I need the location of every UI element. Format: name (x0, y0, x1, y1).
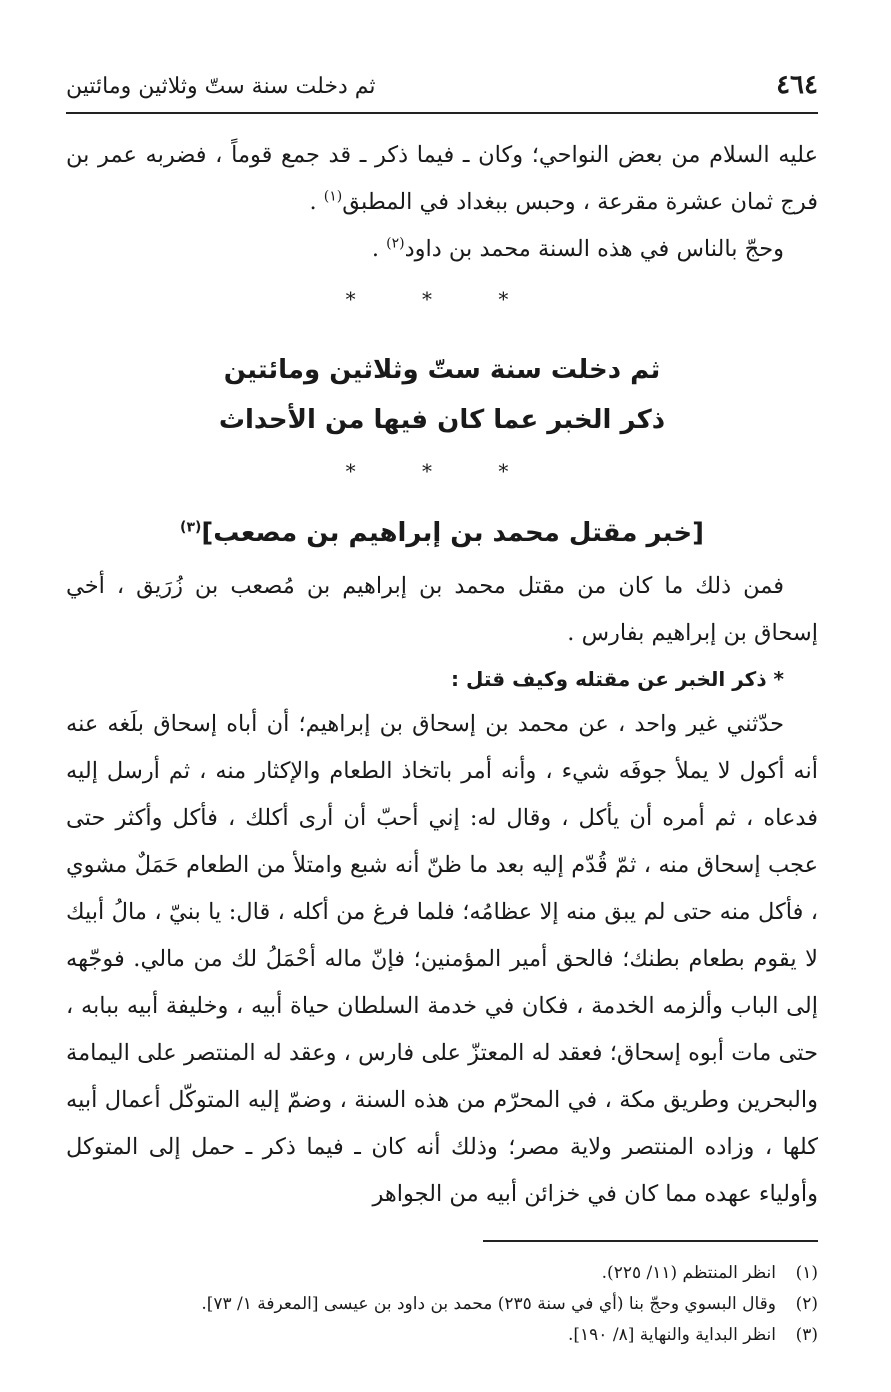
section-separator-2: * * * (345, 459, 539, 483)
footnote-ref-2[interactable]: (٢) (386, 235, 405, 252)
intro-paragraph-1-text: عليه السلام من بعض النواحي؛ وكان ـ فيما ذكر ـ قد جمع قوماً ، فضربه عمر بن فرج ثمان عشرة مقرعة ، وحبس ببغداد في المطبق (66, 142, 818, 215)
intro-paragraph-2-end: . (371, 236, 387, 262)
story-subheading-text: [خبر مقتل محمد بن إبراهيم بن مصعب] (201, 518, 704, 548)
footnote-2 (66, 1289, 818, 1320)
body-paragraph-1: فمن ذلك ما كان من مقتل محمد بن إبراهيم بن مُصعب بن زُرَيق ، أخي إسحاق بن إبراهيم بفارس . (66, 573, 818, 646)
intro-paragraph-2 (66, 226, 818, 273)
intro-paragraph-1-end: . (309, 189, 324, 215)
intro-paragraph-1 (66, 132, 818, 226)
footnote-1-text: انظر المنتظم (١١/ ٢٢٥). (601, 1263, 776, 1283)
running-header (66, 70, 818, 114)
events-heading: ذكر الخبر عما كان فيها من الأحداث (218, 405, 666, 435)
year-heading: ثم دخلت سنة ستّ وثلاثين ومائتين (223, 355, 661, 385)
footnote-3-number: (٣) (795, 1325, 818, 1345)
footnote-divider (483, 1240, 818, 1242)
footnote-3 (66, 1320, 818, 1351)
footnote-1 (66, 1258, 818, 1289)
footnote-ref-3[interactable]: (٣) (180, 519, 202, 536)
section-label: * ذكر الخبر عن مقتله وكيف قتل : (451, 667, 784, 691)
book-page (66, 70, 818, 1351)
footnotes (66, 1258, 818, 1351)
footnote-2-text: وقال البسوي وحجّ بنا (أي في سنة ٢٣٥) محمد بن داود بن عيسى [المعرفة ١/ ٧٣]. (201, 1294, 776, 1314)
footnote-ref-1[interactable]: (١) (323, 188, 343, 205)
story-subheading (66, 503, 818, 563)
section-separator-1: * * * (345, 287, 539, 311)
footnote-2-number: (٢) (795, 1294, 818, 1314)
intro-paragraph-2-text: وحجّ بالناس في هذه السنة محمد بن داود (404, 236, 784, 262)
page-number: ٤٦٤ (776, 70, 818, 100)
running-header-title: ثم دخلت سنة ستّ وثلاثين ومائتين (66, 74, 376, 99)
footnote-1-number: (١) (795, 1263, 818, 1283)
body-paragraph-2: حدّثني غير واحد ، عن محمد بن إسحاق بن إبراهيم؛ أن أباه إسحاق بلَغه عنه أنه أكول لا يملأ جوفَه شيء ، وأنه أمر باتخاذ الطعام والإكثار منه ، ثم أرسل إليه فدعاه ، ثم أمره أن يأكل ، وقال له: إني أحبّ أن أرى أكلك ، فأكل وأكثر حتى عجب إسحاق منه ، ثمّ قُدّم إليه بعد ما ظنّ أنه شبع وامتلأ من الطعام حَمَلٌ مشوي ، فأكل منه حتى لم يبق منه إلا عظامُه؛ فلما فرغ من أكله ، قال: يا بنيّ ، مالُ أبيك لا يقوم بطعام بطنك؛ فالحق أمير المؤمنين؛ فإنّ ماله أحْمَلُ لك من مالي. فوجّهه إلى الباب وألزمه الخدمة ، فكان في خدمة السلطان حياة أبيه ، وخليفة أبيه ببابه ، حتى مات أبوه إسحاق؛ فعقد له المعتزّ على فارس ، وعقد له المنتصر على اليمامة والبحرين وطريق مكة ، في المحرّم من هذه السنة ، وضمّ إليه المتوكّل أعمال أبيه كلها ، وزاده المنتصر ولاية مصر؛ وذلك أنه كان ـ فيما ذكر ـ حمل إلى المتوكل وأولياء عهده مما كان في خزائن أبيه من الجواهر (66, 711, 818, 1207)
footnote-3-text: انظر البداية والنهاية [٨/ ١٩٠]. (568, 1325, 776, 1345)
